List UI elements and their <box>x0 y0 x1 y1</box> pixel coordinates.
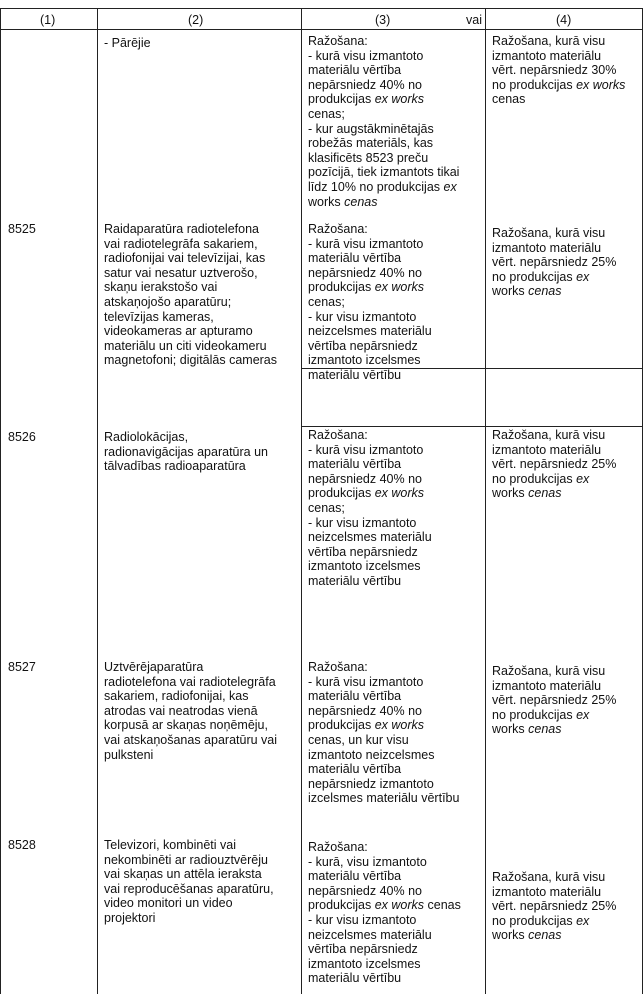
text-line: - kurā visu izmantoto <box>308 674 424 689</box>
header-col3: (3) <box>375 13 391 27</box>
text-line: skaņu ierakstošo vai <box>104 280 218 295</box>
text-line: nepārsniedz 40% no <box>308 77 422 92</box>
text-line: vērtība nepārsniedz <box>308 338 418 353</box>
text-line: materiālu vērtība <box>308 457 402 472</box>
text-line: materiālu vērtība <box>308 869 402 884</box>
text-line: produkcijas ex works <box>308 92 425 107</box>
column-rule <box>97 8 98 994</box>
text-line: pozīcijā, tiek izmantots tikai <box>308 165 460 180</box>
text-line: projektori <box>104 910 156 925</box>
text-line: vai skaņas un attēla ieraksta <box>104 867 262 882</box>
text-line: materiālu vērtība <box>308 63 402 78</box>
processing-rule <box>308 222 432 383</box>
alternative-rule <box>492 34 625 107</box>
processing-rule <box>308 34 459 209</box>
alternative-rule <box>492 664 616 737</box>
text-line: vērt. nepārsniedz 25% <box>492 255 617 270</box>
text-line: izcelsmes materiālu vērtību <box>308 791 460 806</box>
text-line: - kur augstākminētajās <box>308 121 434 136</box>
text-line: nekombinēti ar radiouztvērēju <box>104 852 268 867</box>
text-line: video monitori un video <box>104 896 233 911</box>
text-line: izmantoto materiālu <box>492 240 602 255</box>
text-line: radionavigācijas aparatūra un <box>104 444 268 459</box>
goods-description <box>104 838 274 926</box>
text-line: 8528 <box>8 838 36 852</box>
text-line: vērt. nepārsniedz 25% <box>492 899 617 914</box>
text-line: materiālu vērtību <box>308 367 402 382</box>
italic-term: ex works <box>374 92 425 107</box>
text-line: works cenas <box>492 486 562 501</box>
italic-term: cenas <box>524 486 562 501</box>
text-line: televīzijas kameras, <box>104 309 214 324</box>
text-line: no produkcijas ex <box>492 913 590 928</box>
column-rule <box>301 8 302 994</box>
text-line: materiālu un citi videokameru <box>104 338 267 353</box>
text-line: - Pārējie <box>104 36 151 50</box>
text-line: tālvadības radioaparatūra <box>104 459 246 474</box>
text-line: izmantoto izcelsmes <box>308 559 421 574</box>
italic-term: ex works <box>374 486 425 501</box>
text-line: korpusā ar skaņas noņēmēju, <box>104 718 268 733</box>
text-line: produkcijas ex works <box>308 718 425 733</box>
hs-code <box>8 222 36 237</box>
text-line: atskaņojošo aparatūru; <box>104 294 232 309</box>
text-line: izmantoto materiālu <box>492 678 602 693</box>
column-rule <box>0 8 1 994</box>
italic-term: ex works <box>374 718 425 733</box>
processing-rule <box>308 840 461 986</box>
text-line: 8527 <box>8 660 36 674</box>
italic-term: cenas <box>340 194 378 209</box>
italic-term: cenas <box>524 284 562 299</box>
text-line: nepārsniedz 40% no <box>308 471 422 486</box>
text-line: Raidaparatūra radiotelefona <box>104 222 259 236</box>
header-col1: (1) <box>40 13 56 27</box>
text-line: works cenas <box>492 928 562 943</box>
text-line: izmantoto izcelsmes <box>308 956 421 971</box>
row-rule <box>301 426 643 427</box>
text-line: vērt. nepārsniedz 30% <box>492 63 617 78</box>
alternative-rule <box>492 870 616 943</box>
text-line: materiālu vērtība <box>308 762 402 777</box>
italic-term: ex works <box>576 77 626 92</box>
header-vai: vai <box>466 13 482 27</box>
header-col4: (4) <box>556 13 572 27</box>
italic-term: ex works <box>374 898 425 913</box>
text-line: radiotelefona vai radiotelegrāfa <box>104 674 276 689</box>
text-line: neizcelsmes materiālu <box>308 530 432 545</box>
text-line: Ražošana, kurā visu <box>492 870 606 884</box>
italic-term: ex works <box>374 280 425 295</box>
text-line: materiālu vērtību <box>308 573 402 588</box>
text-line: magnetofoni; digitālās cameras <box>104 353 278 368</box>
text-line: - kurā visu izmantoto <box>308 48 424 63</box>
text-line: atrodas vai neatrodas vienā <box>104 703 258 718</box>
header-col2: (2) <box>188 13 204 27</box>
text-line: Radiolokācijas, <box>104 430 189 444</box>
text-line: 8526 <box>8 430 36 444</box>
text-line: nepārsniedz 40% no <box>308 265 422 280</box>
text-line: works cenas <box>492 284 562 299</box>
text-line: neizcelsmes materiālu <box>308 324 432 339</box>
text-line: works cenas <box>308 194 378 209</box>
text-line: vērtība nepārsniedz <box>308 942 418 957</box>
text-line: materiālu vērtība <box>308 251 402 266</box>
text-line: no produkcijas ex <box>492 707 590 722</box>
text-line: Ražošana: <box>308 222 368 236</box>
text-line: - kurā, visu izmantoto <box>308 854 427 869</box>
text-line: materiālu vērtību <box>308 971 402 986</box>
processing-rule <box>308 660 459 806</box>
text-line: - kurā visu izmantoto <box>308 442 424 457</box>
text-line: Uztvērējaparatūra <box>104 660 204 674</box>
text-line: izmantoto neizcelsmes <box>308 747 435 762</box>
text-line: materiālu vērtība <box>308 689 402 704</box>
text-line: cenas; <box>308 500 345 515</box>
text-line: cenas; <box>308 294 345 309</box>
text-line: Ražošana, kurā visu <box>492 226 606 240</box>
text-line: - kur visu izmantoto <box>308 912 417 927</box>
column-rule <box>485 8 486 994</box>
italic-term: cenas <box>524 928 562 943</box>
italic-term: cenas <box>524 722 562 737</box>
goods-description <box>104 430 268 474</box>
text-line: klasificēts 8523 preču <box>308 150 429 165</box>
text-line: no produkcijas ex <box>492 269 590 284</box>
text-line: sakariem, radiofonijai, kas <box>104 689 249 704</box>
hs-code <box>8 660 36 675</box>
hs-code <box>8 838 36 853</box>
goods-description <box>104 222 277 368</box>
text-line: nepārsniedz 40% no <box>308 703 422 718</box>
italic-term: ex <box>576 269 590 284</box>
italic-term: ex <box>576 913 590 928</box>
text-line: videokameras ar apturamo <box>104 324 253 339</box>
text-line: izmantoto materiālu <box>492 884 602 899</box>
text-line: vērt. nepārsniedz 25% <box>492 693 617 708</box>
text-line: - kur visu izmantoto <box>308 515 417 530</box>
text-line: neizcelsmes materiālu <box>308 927 432 942</box>
text-line: Ražošana: <box>308 840 368 854</box>
text-line: produkcijas ex works <box>308 280 425 295</box>
text-line: vērt. nepārsniedz 25% <box>492 457 617 472</box>
text-line: no produkcijas ex works <box>492 77 626 92</box>
processing-rule <box>308 428 432 589</box>
text-line: cenas; <box>308 106 345 121</box>
text-line: works cenas <box>492 722 562 737</box>
text-line: robežās materiāls, kas <box>308 136 434 151</box>
text-line: līdz 10% no produkcijas ex <box>308 179 457 194</box>
goods-description <box>104 36 151 51</box>
text-line: Ražošana: <box>308 660 368 674</box>
text-line: - kurā visu izmantoto <box>308 236 424 251</box>
text-line: satur vai nesatur uztverošo, <box>104 265 258 280</box>
italic-term: ex <box>576 471 590 486</box>
text-line: izmantoto izcelsmes <box>308 353 421 368</box>
text-line: Ražošana, kurā visu <box>492 428 606 442</box>
goods-description <box>104 660 277 762</box>
text-line: pulksteni <box>104 747 154 762</box>
text-line: no produkcijas ex <box>492 471 590 486</box>
text-line: vai radiotelegrāfa sakariem, <box>104 236 258 251</box>
text-line: produkcijas ex works <box>308 486 425 501</box>
text-line: vērtība nepārsniedz <box>308 544 418 559</box>
text-line: - kur visu izmantoto <box>308 309 417 324</box>
text-line: Ražošana, kurā visu <box>492 664 606 678</box>
text-line: vai reproducēšanas aparatūru, <box>104 881 274 896</box>
italic-term: ex <box>576 707 590 722</box>
text-line: Televizori, kombinēti vai <box>104 838 236 852</box>
text-line: produkcijas ex works cenas <box>308 898 461 913</box>
hs-code <box>8 430 36 445</box>
text-line: vai atskaņošanas aparatūru vai <box>104 732 278 747</box>
text-line: 8525 <box>8 222 36 236</box>
text-line: izmantoto materiālu <box>492 442 602 457</box>
text-line: cenas <box>492 92 526 107</box>
text-line: radiofonijai vai televīzijai, kas <box>104 251 266 266</box>
alternative-rule <box>492 428 616 501</box>
text-line: nepārsniedz 40% no <box>308 883 422 898</box>
alternative-rule <box>492 226 616 299</box>
text-line: izmantoto materiālu <box>492 48 602 63</box>
text-line: Ražošana, kurā visu <box>492 34 606 48</box>
text-line: Ražošana: <box>308 34 368 48</box>
italic-term: ex <box>443 179 457 194</box>
text-line: Ražošana: <box>308 428 368 442</box>
text-line: nepārsniedz izmantoto <box>308 776 434 791</box>
text-line: cenas, un kur visu <box>308 732 409 747</box>
